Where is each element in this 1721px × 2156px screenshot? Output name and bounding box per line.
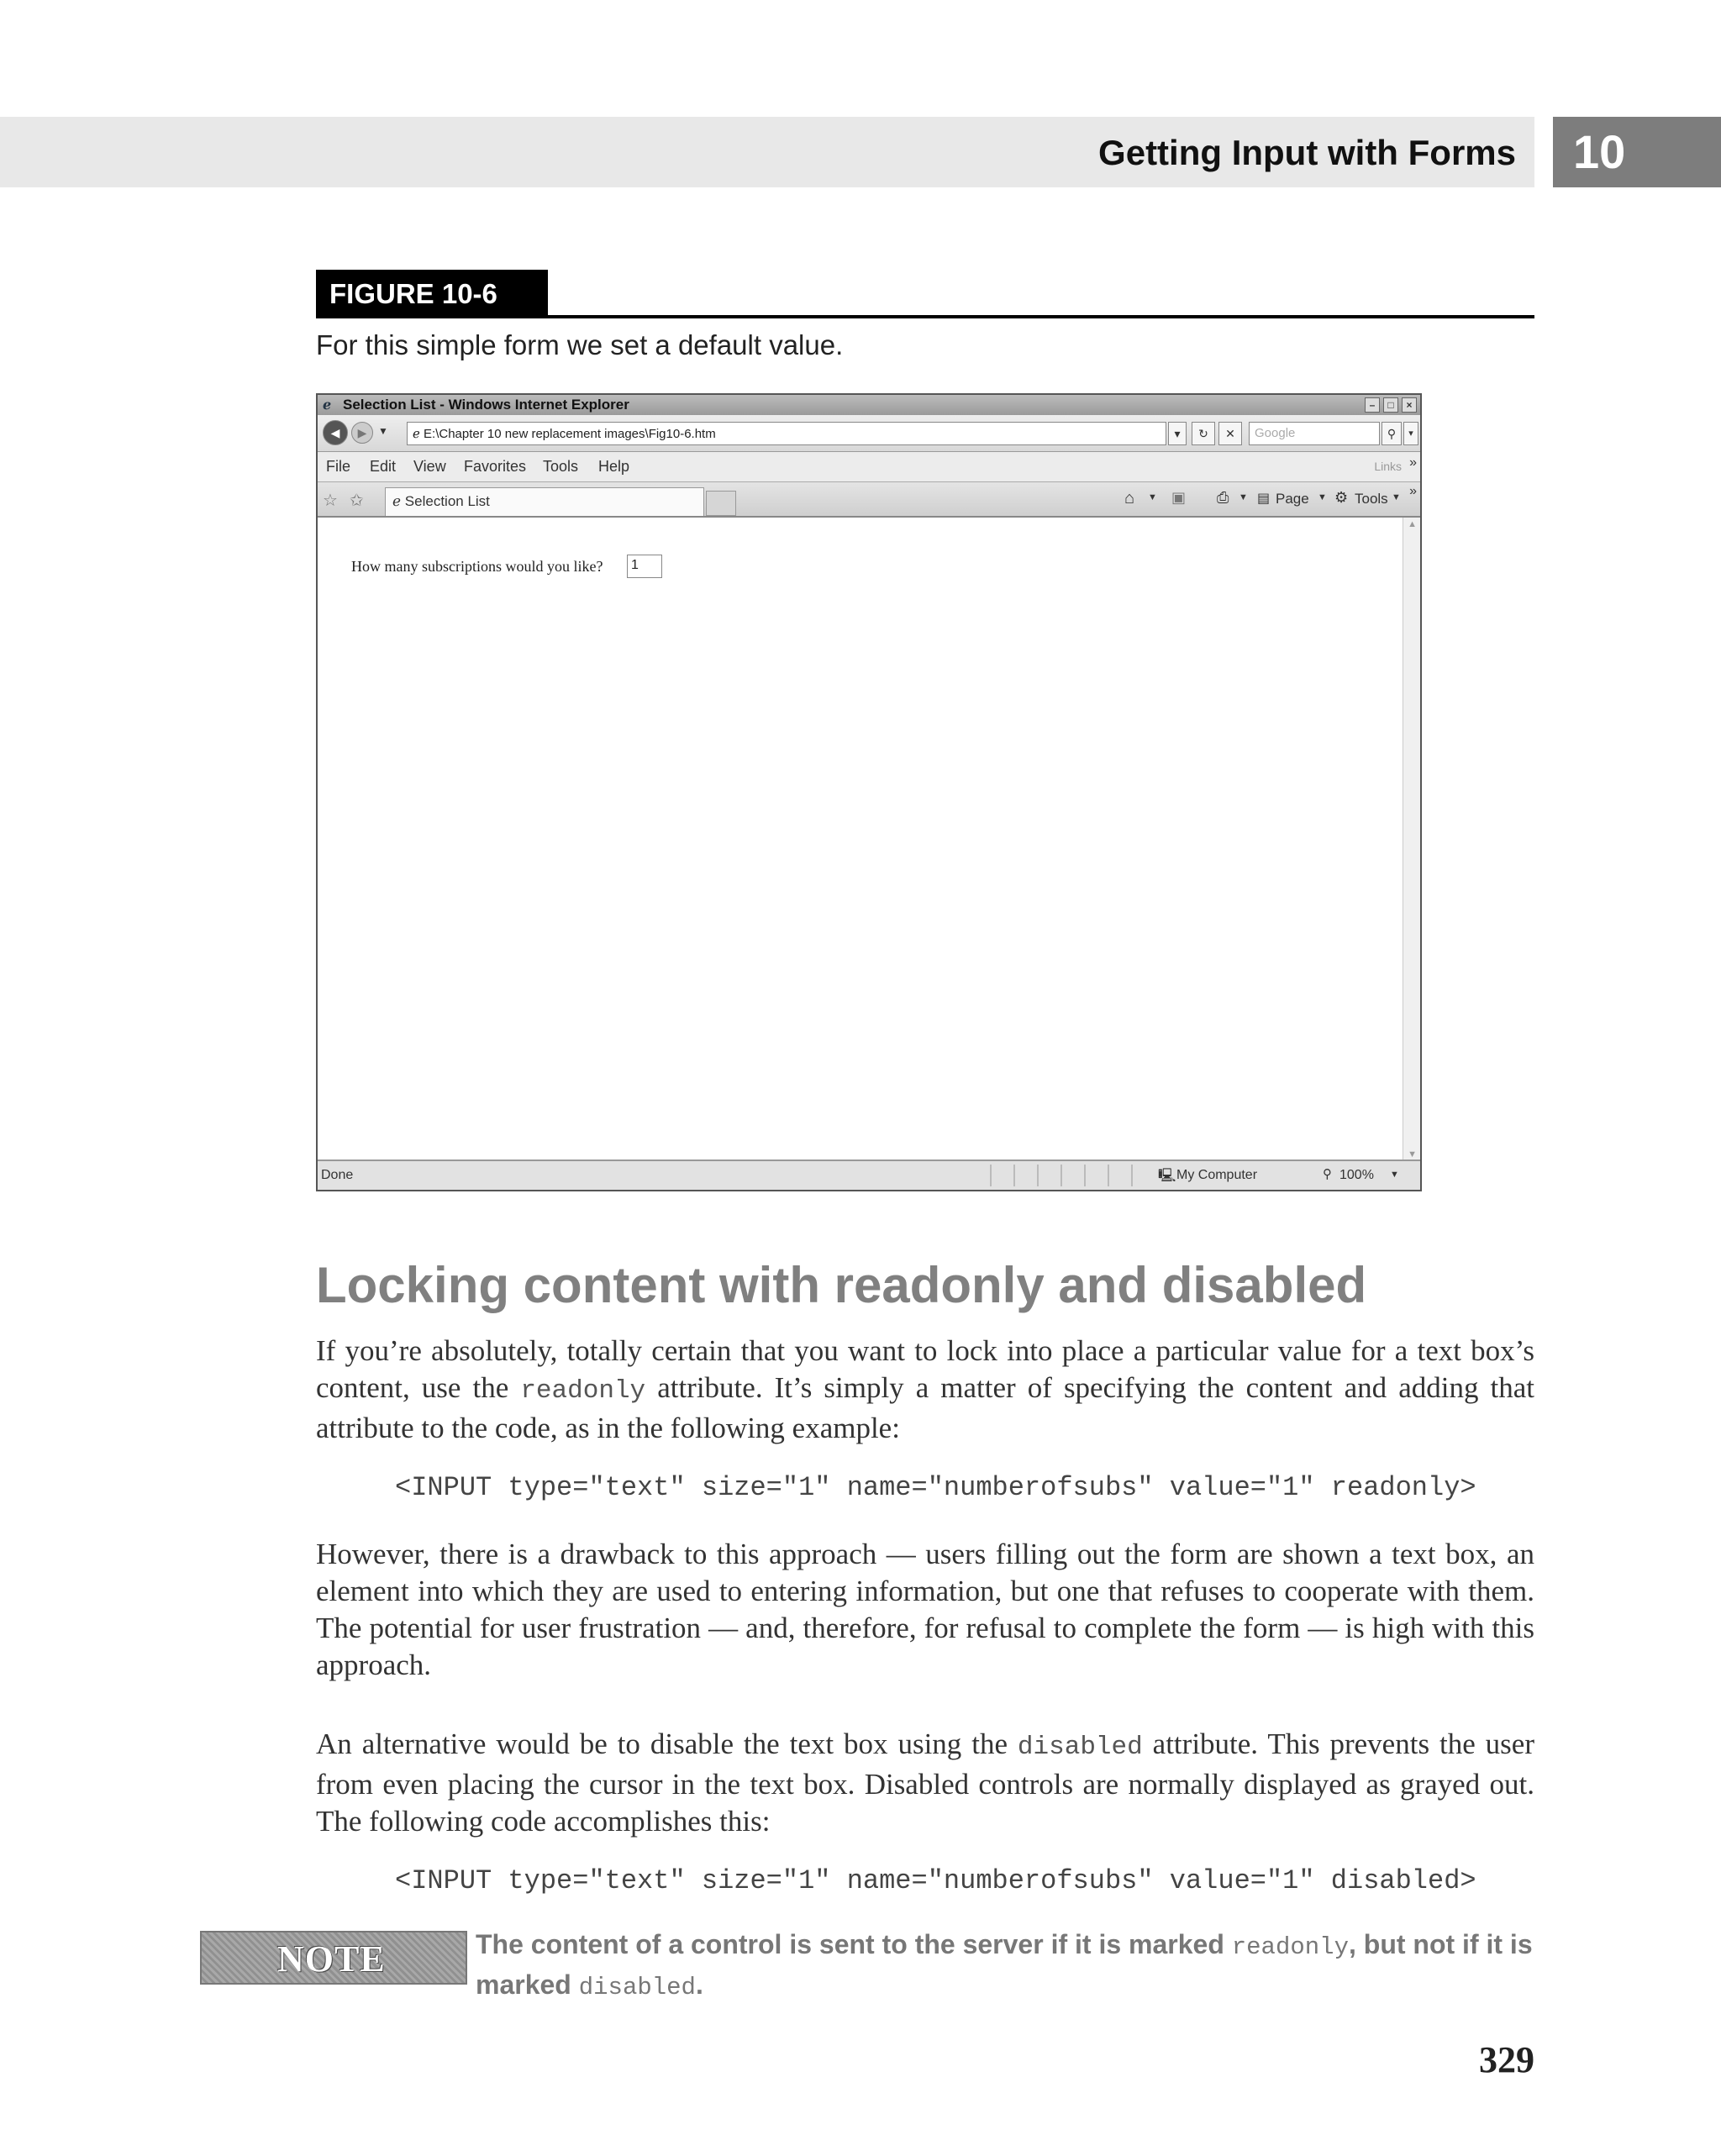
menu-tools[interactable]: Tools (543, 458, 579, 475)
address-toolbar (318, 415, 1420, 452)
tools-menu-button[interactable]: Tools (1355, 491, 1388, 507)
figure-label: FIGURE 10-6 (316, 270, 548, 317)
figure-rule (316, 315, 1534, 318)
menu-view[interactable]: View (413, 458, 446, 475)
paragraph-text: attribute. It’s simply a matter of specifying the content and adding that attribute to the code, as in the following example: (316, 1371, 1535, 1444)
code-example-readonly: <INPUT type="text" size="1" name="numberofsubs" value="1" readonly> (395, 1472, 1476, 1503)
ie-logo-icon: ℯ (323, 398, 332, 413)
forward-icon[interactable]: ▶ (351, 422, 373, 444)
page-menu-icon: ▤ (1257, 492, 1271, 506)
paragraph-text: If you’re absolutely, totally certain that you want to lock into place a particular value for a text box’s content, use the (316, 1334, 1534, 1404)
page-content (318, 518, 1420, 1161)
paragraph-drawback: However, there is a drawback to this approach — users filling out the form are shown a text box, an element into which they are used to entering information, but one that refuses to cooperate with them. The potential for user frustration — and, therefore, for refusal to complete the form — is high with this approach. (316, 1538, 1534, 1681)
links-chevron-icon[interactable]: » (1409, 455, 1417, 470)
section-heading: Locking content with readonly and disabled (316, 1257, 1367, 1313)
feeds-icon[interactable]: ▣ (1171, 489, 1187, 506)
menu-favorites[interactable]: Favorites (464, 458, 527, 475)
browser-title-bar (318, 395, 1420, 415)
minimize-icon[interactable]: – (1365, 397, 1380, 413)
note-code-readonly: readonly (1231, 1933, 1349, 1961)
page-number: 329 (1479, 2039, 1534, 2080)
tab-page-icon: ℯ (392, 493, 405, 509)
note-text-part: The content of a control is sent to the server if it is marked (476, 1929, 1232, 1959)
new-tab-button[interactable] (706, 491, 736, 516)
scroll-up-icon[interactable]: ▲ (1408, 519, 1417, 529)
status-text: Done (321, 1168, 354, 1182)
menu-edit[interactable]: Edit (370, 458, 397, 475)
scroll-down-icon[interactable]: ▼ (1408, 1149, 1417, 1160)
home-icon[interactable]: ⌂ (1124, 489, 1135, 507)
zoom-dropdown-icon[interactable]: ▼ (1390, 1170, 1399, 1180)
figure-caption: For this simple form we set a default value. (316, 329, 844, 360)
stop-icon[interactable]: ✕ (1218, 422, 1242, 445)
address-dropdown-icon[interactable]: ▾ (1168, 422, 1187, 445)
back-icon[interactable]: ◀ (323, 420, 348, 445)
menu-help[interactable]: Help (598, 458, 630, 475)
page-icon: ℯ (413, 427, 424, 441)
address-value: E:\Chapter 10 new replacement images\Fig10-6.htm (424, 427, 716, 441)
browser-screenshot (316, 393, 1422, 1191)
toolbar-chevron-icon[interactable]: » (1409, 484, 1417, 498)
vertical-scrollbar[interactable] (1403, 518, 1420, 1161)
note-text (476, 1926, 1534, 2006)
computer-zone-icon: 🖳 (1158, 1169, 1176, 1183)
menu-bar (318, 452, 1420, 482)
code-example-disabled: <INPUT type="text" size="1" name="numberofsubs" value="1" disabled> (395, 1865, 1476, 1896)
inline-code-readonly: readonly (520, 1376, 646, 1406)
note-code-disabled: disabled (578, 1974, 696, 2001)
zoom-icon: ⚲ (1323, 1167, 1332, 1181)
tab-selection-list[interactable] (385, 487, 704, 516)
refresh-icon[interactable]: ↻ (1192, 422, 1215, 445)
close-icon[interactable]: × (1402, 397, 1417, 413)
window-title: Selection List - Windows Internet Explorer (343, 397, 629, 413)
maximize-icon[interactable]: □ (1383, 397, 1398, 413)
tab-bar (318, 482, 1420, 518)
tab-title: Selection List (404, 493, 490, 509)
subscriptions-input[interactable]: 1 (627, 555, 662, 578)
gear-icon: ⚙ (1334, 489, 1349, 506)
paragraph-text: An alternative would be to disable the text box using the (316, 1727, 1018, 1760)
page-menu-dropdown-icon[interactable]: ▼ (1318, 492, 1327, 502)
history-dropdown-icon[interactable]: ▼ (378, 425, 388, 437)
status-zoom[interactable]: 100% (1339, 1168, 1374, 1182)
search-options-icon[interactable]: ▾ (1403, 422, 1418, 445)
page-menu-button[interactable]: Page (1276, 491, 1309, 507)
form-label: How many subscriptions would you like? (351, 558, 603, 575)
note-badge (200, 1931, 467, 1985)
paragraph-text: attribute. This prevents the user from even placing the cursor in the text box. Disabled controls are normally displayed as grayed out. The following code accomplishes this: (316, 1727, 1534, 1838)
add-favorite-icon[interactable]: ✩ (350, 492, 364, 510)
inline-code-disabled: disabled (1017, 1733, 1143, 1762)
tools-menu-dropdown-icon[interactable]: ▼ (1392, 492, 1401, 502)
status-zone: My Computer (1176, 1168, 1258, 1182)
running-header-title: Getting Input with Forms (1098, 133, 1516, 172)
note-text-part: . (695, 1969, 703, 2000)
chapter-number: 10 (1573, 125, 1626, 178)
paragraph-readonly-intro (316, 1333, 1534, 1447)
note-text-part: , but not if it is marked (476, 1929, 1533, 2000)
favorites-star-icon[interactable]: ☆ (323, 492, 338, 510)
paragraph-disabled-alternative (316, 1726, 1534, 1840)
home-dropdown-icon[interactable]: ▼ (1148, 492, 1157, 502)
search-icon[interactable]: ⚲ (1382, 422, 1402, 445)
print-icon[interactable]: ⎙ (1217, 489, 1229, 506)
menu-file[interactable]: File (326, 458, 351, 475)
status-dividers (990, 1165, 1133, 1186)
status-bar (318, 1160, 1420, 1190)
address-input[interactable] (407, 422, 1166, 445)
search-input[interactable]: Google (1249, 422, 1380, 445)
print-dropdown-icon[interactable]: ▼ (1239, 492, 1248, 502)
note-badge-label: NOTE (277, 1938, 386, 1980)
links-label[interactable]: Links (1374, 460, 1402, 473)
